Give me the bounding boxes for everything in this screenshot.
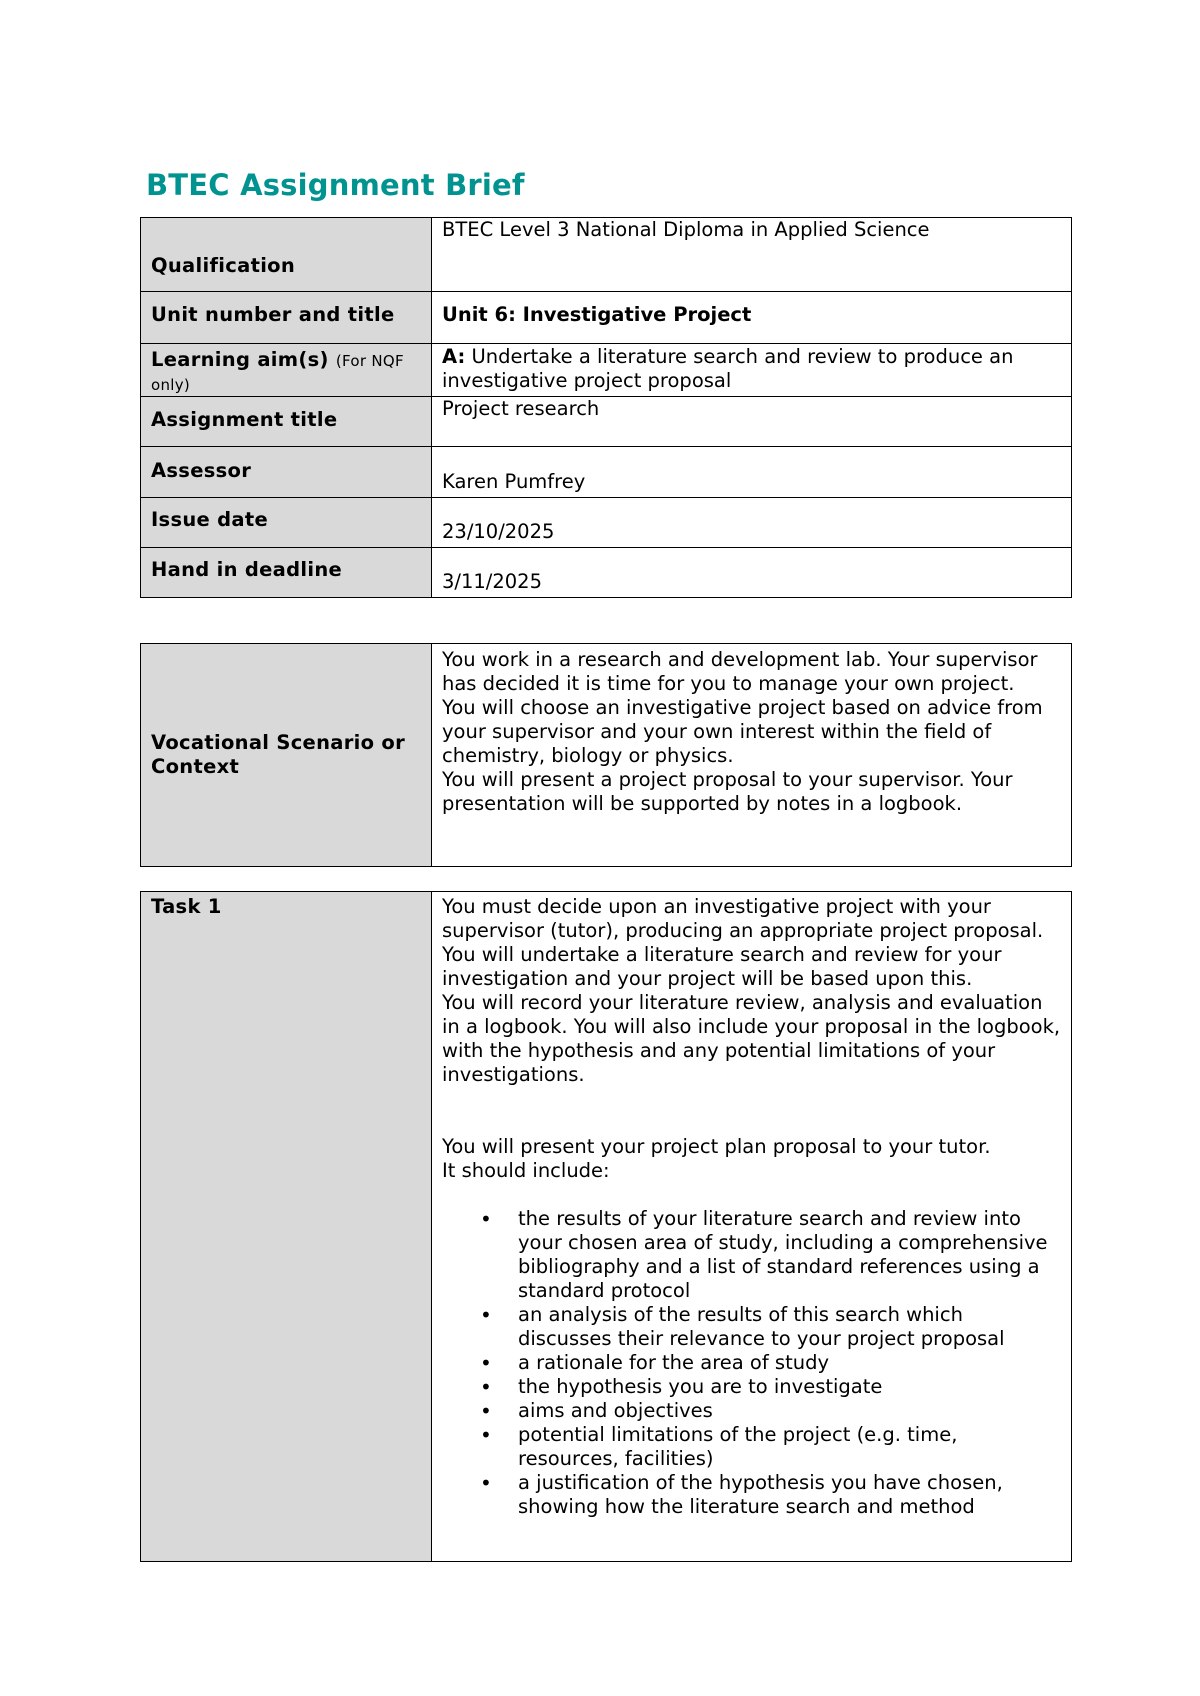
deadline-row — [141, 548, 1072, 598]
assessor-label: Assessor — [141, 447, 432, 498]
scenario-table — [140, 643, 1072, 867]
list-item: • an analysis of the results of this search which discusses their relevance to your project proposal — [518, 1303, 1061, 1351]
learning-aims-label-cell — [141, 344, 432, 397]
learning-aims-note: (For NQF only) — [151, 352, 404, 394]
task-requirements-list — [442, 1207, 1061, 1519]
issue-date-row — [141, 498, 1072, 548]
deadline-label: Hand in deadline — [141, 548, 432, 598]
deadline-value: 3/11/2025 — [432, 548, 1072, 598]
learning-aim-text: Undertake a literature search and review to produce an investigative project proposal — [442, 345, 1014, 392]
assignment-title-row — [141, 397, 1072, 447]
task-paragraph: You must decide upon an investigative project with your supervisor (tutor), producing an appropriate project proposal. — [442, 895, 1044, 942]
task-paragraph: You will present your project plan proposal to your tutor. — [442, 1135, 991, 1158]
scenario-label: Vocational Scenario or Context — [141, 644, 432, 867]
scenario-paragraph: You will present a project proposal to your supervisor. Your presentation will be supported by notes in a logbook. — [442, 768, 1013, 815]
learning-aims-label: Learning aim(s) — [151, 348, 329, 371]
list-item: • the results of your literature search and review into your chosen area of study, including a comprehensive bibliography and a list of standard references using a standard protocol — [518, 1207, 1061, 1303]
list-item: • aims and objectives — [518, 1399, 1061, 1423]
scenario-paragraph: You will choose an investigative project based on advice from your supervisor and your own interest within the field of chemistry, biology or physics. — [442, 696, 1043, 767]
learning-aims-value-cell — [432, 344, 1072, 397]
unit-value: Unit 6: Investigative Project — [432, 292, 1072, 344]
scenario-paragraph: You work in a research and development lab. Your supervisor has decided it is time for you to manage your own project. — [442, 648, 1038, 695]
assignment-title-label: Assignment title — [141, 397, 432, 447]
list-item: • potential limitations of the project (e.g. time, resources, facilities) — [518, 1423, 1061, 1471]
qualification-label-cell — [141, 218, 432, 292]
assessor-row — [141, 447, 1072, 498]
page-title: BTEC Assignment Brief — [146, 168, 525, 202]
assessor-value: Karen Pumfrey — [432, 447, 1072, 498]
scenario-text-cell — [432, 644, 1072, 867]
list-item: • a justification of the hypothesis you have chosen, showing how the literature search and method — [518, 1471, 1061, 1519]
issue-date-value: 23/10/2025 — [432, 498, 1072, 548]
task-table — [140, 891, 1072, 1562]
assignment-details-table — [140, 217, 1072, 598]
learning-aim-prefix: A: — [442, 345, 466, 368]
task-row — [141, 892, 1072, 1562]
task-text-cell — [432, 892, 1072, 1562]
task-label: Task 1 — [141, 892, 432, 1562]
list-item: • the hypothesis you are to investigate — [518, 1375, 1061, 1399]
unit-row — [141, 292, 1072, 344]
learning-aims-row — [141, 344, 1072, 397]
qualification-label: Qualification — [151, 253, 296, 277]
issue-date-label: Issue date — [141, 498, 432, 548]
unit-label: Unit number and title — [141, 292, 432, 344]
task-paragraph: It should include: — [442, 1159, 610, 1182]
task-paragraph: You will undertake a literature search and review for your investigation and your project will be based upon this. — [442, 943, 1002, 990]
qualification-row — [141, 218, 1072, 292]
qualification-value: BTEC Level 3 National Diploma in Applied Science — [432, 218, 1072, 292]
assignment-title-value: Project research — [432, 397, 1072, 447]
task-paragraph: You will record your literature review, analysis and evaluation in a logbook. You will also include your proposal in the logbook, with the hypothesis and any potential limitations of your investigations. — [442, 991, 1061, 1086]
list-item: • a rationale for the area of study — [518, 1351, 1061, 1375]
scenario-row — [141, 644, 1072, 867]
